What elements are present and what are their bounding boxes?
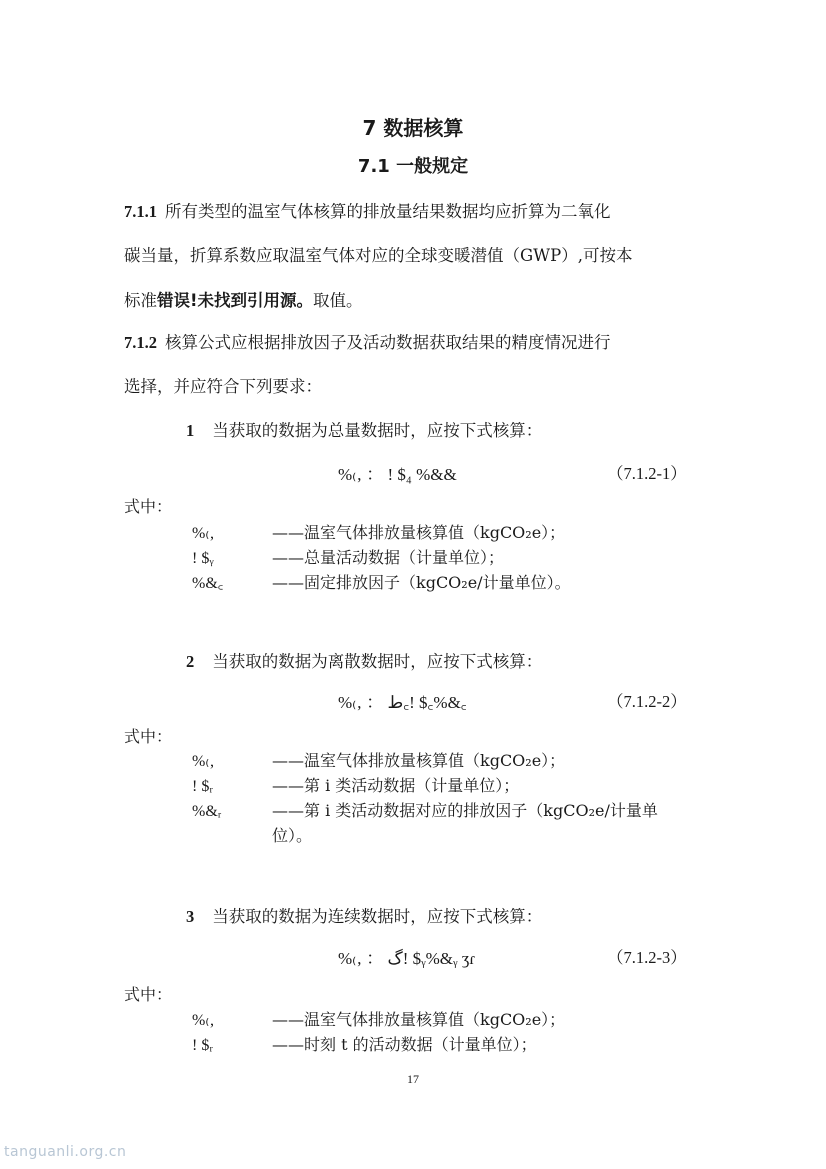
definition-symbol: %₍‚ (192, 1012, 215, 1029)
clause-number: 7.1.2 (124, 333, 157, 352)
equation-number-3: （7.1.2-3） (607, 948, 687, 967)
equation-number-2: （7.1.2-2） (607, 692, 687, 711)
item-3 (186, 903, 542, 927)
watermark: tanguanli.org.cn (4, 1144, 127, 1160)
where-label-3: 式中： (124, 985, 173, 1004)
item-text: 当获取的数据为总量数据时，应按下式核算： (212, 421, 543, 440)
item-number: 1 (186, 421, 195, 440)
where-label-1: 式中： (124, 497, 173, 516)
formula-3: %₍‚ ： گ! $ᵧ%&ᵧ ʒɾ (338, 949, 475, 968)
definition-1-2 (192, 545, 504, 568)
definition-symbol: ! $ᵣ (192, 778, 213, 795)
definition-symbol: %₍‚ (192, 753, 215, 770)
where-label-2: 式中： (124, 727, 173, 746)
definition-1-1 (192, 520, 565, 543)
definition-symbol: %₍‚ (192, 525, 215, 542)
clause-7-1-1-line-3 (124, 287, 714, 311)
definition-text: ——温室气体排放量核算值（kgCO₂e）； (272, 1010, 566, 1029)
reference-error-link[interactable]: 错误!未找到引用源。 (157, 291, 314, 310)
item-text: 当获取的数据为离散数据时，应按下式核算： (212, 652, 543, 671)
clause-text-post: 取值。 (313, 291, 363, 310)
section-title: 7.1 一般规定 (357, 156, 469, 177)
item-1 (186, 417, 542, 441)
clause-text-pre: 标准 (124, 291, 157, 310)
definition-symbol: ! $ᵧ (192, 550, 214, 567)
definition-text: ——温室气体排放量核算值（kgCO₂e）； (272, 523, 566, 542)
clause-7-1-2-line-1 (124, 329, 714, 353)
item-2 (186, 648, 542, 672)
item-text: 当获取的数据为连续数据时，应按下式核算： (212, 907, 543, 926)
clause-7-1-1-line-2: 碳当量，折算系数应取温室气体对应的全球变暖潜值（GWP）,可按本 (124, 246, 633, 265)
formula-1: %₍‚ ： ! $₄ %&& (338, 465, 457, 484)
definition-text: ——第 i 类活动数据对应的排放因子（kgCO₂e/计量单 (272, 801, 658, 820)
definition-1-3 (192, 570, 571, 593)
clause-number: 7.1.1 (124, 202, 157, 221)
clause-text: 核算公式应根据排放因子及活动数据获取结果的精度情况进行 (165, 333, 611, 352)
definition-symbol: ! $ᵣ (192, 1037, 213, 1054)
definition-2-2 (192, 773, 519, 796)
clause-text: 所有类型的温室气体核算的排放量结果数据均应折算为二氧化 (165, 202, 611, 221)
formula-2: %₍‚ ： ط꜀! $꜀%&꜀ (338, 693, 467, 712)
definition-text: 位）。 (272, 826, 313, 845)
item-number: 2 (186, 652, 195, 671)
definition-symbol: %&ᵣ (192, 803, 222, 820)
definition-text: ——第 i 类活动数据（计量单位）； (272, 776, 520, 795)
definition-text: ——总量活动数据（计量单位）； (272, 548, 505, 567)
page-number: 17 (407, 1072, 419, 1086)
definition-3-1 (192, 1007, 565, 1030)
definition-3-2 (192, 1032, 537, 1055)
definition-text: ——时刻 t 的活动数据（计量单位）； (272, 1035, 537, 1054)
definition-text: ——固定排放因子（kgCO₂e/计量单位）。 (272, 573, 571, 592)
definition-symbol: %&꜀ (192, 575, 224, 592)
item-number: 3 (186, 907, 195, 926)
definition-text: ——温室气体排放量核算值（kgCO₂e）； (272, 751, 566, 770)
definition-2-3 (192, 798, 658, 821)
equation-number-1: （7.1.2-1） (607, 464, 687, 483)
clause-7-1-2-line-2: 选择，并应符合下列要求： (124, 377, 322, 396)
chapter-title: 7 数据核算 (362, 116, 464, 140)
definition-2-4 (192, 823, 312, 846)
clause-7-1-1-line-1 (124, 198, 714, 222)
definition-2-1 (192, 748, 565, 771)
